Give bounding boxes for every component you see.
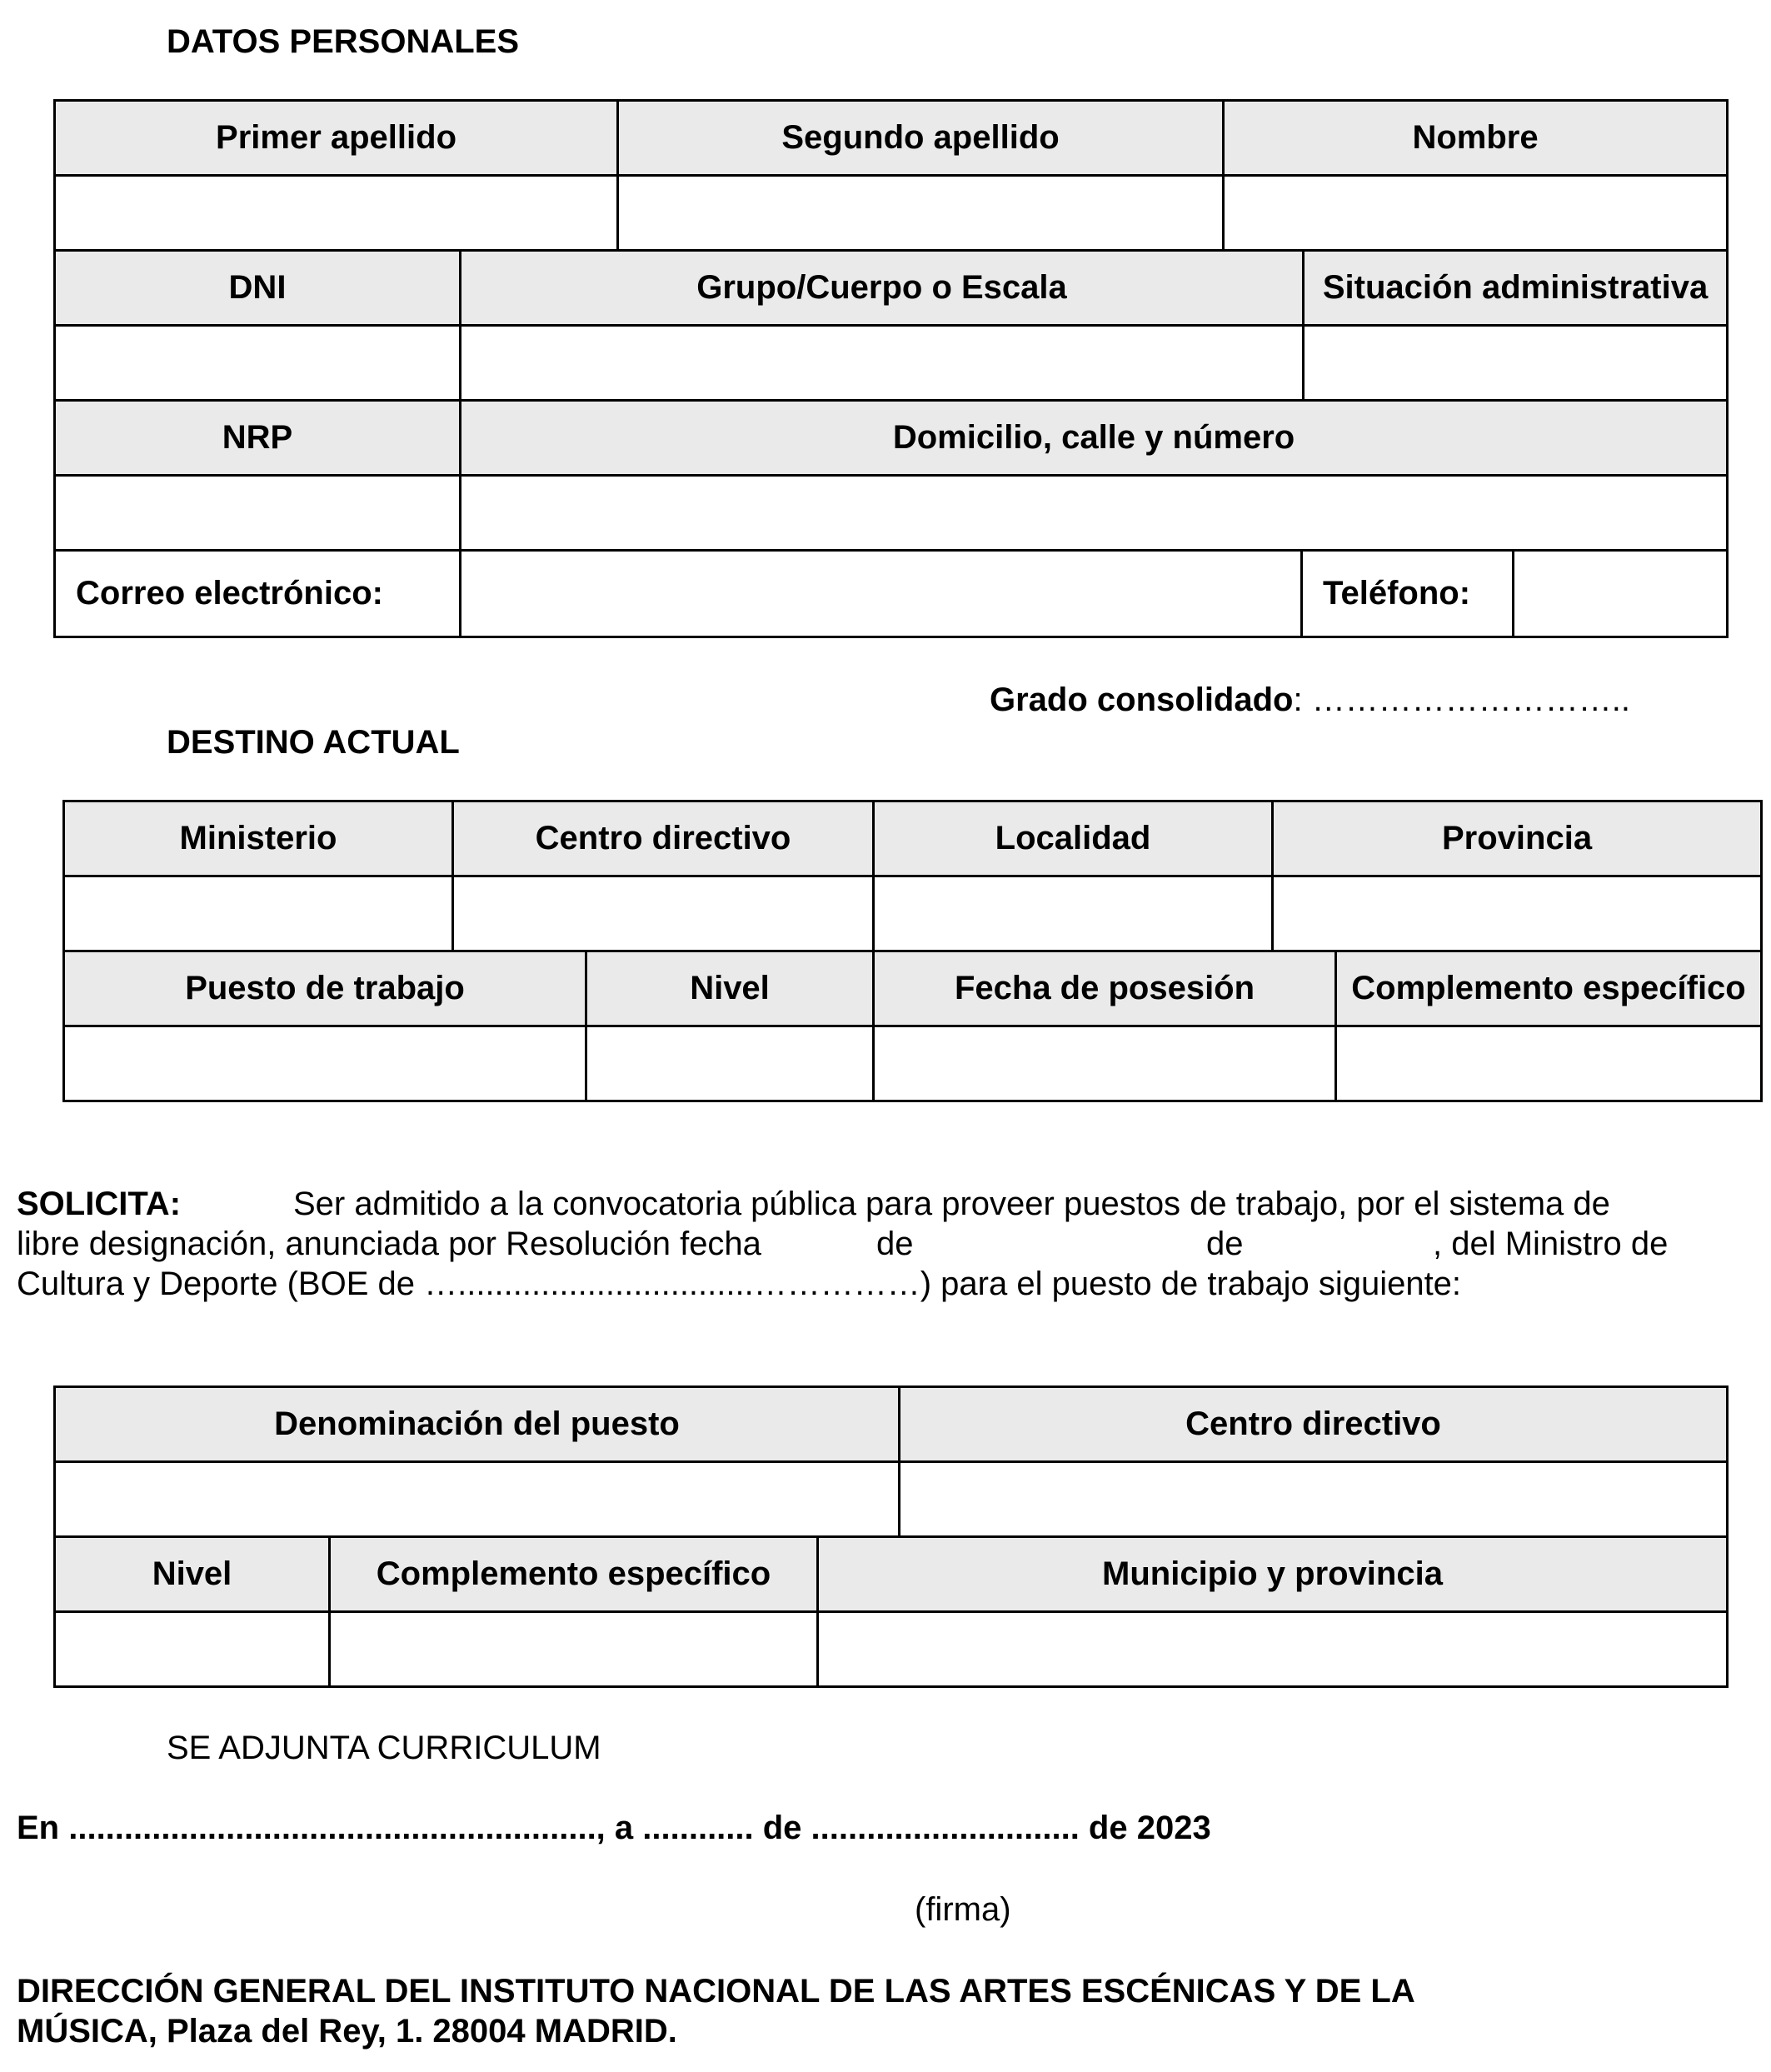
destino-actual-table (62, 800, 1763, 1102)
header-ministerio: Ministerio (64, 801, 453, 876)
solicita-text-2a: libre designación, anunciada por Resolución fecha (17, 1226, 761, 1262)
adjunta-curriculum: SE ADJUNTA CURRICULUM (167, 1730, 601, 1766)
situacion-administrativa-input[interactable] (1305, 346, 1726, 381)
solicita-text-2d: , del Ministro de (1433, 1226, 1669, 1262)
domicilio-input[interactable] (461, 496, 1726, 531)
provincia-input[interactable] (1274, 896, 1760, 931)
label-telefono: Teléfono: (1302, 551, 1514, 637)
header-nivel: Nivel (586, 951, 874, 1026)
header-fecha-de-posesion: Fecha de posesión (874, 951, 1336, 1026)
solicita-line-1 (17, 1184, 181, 1224)
correo-electronico-input[interactable] (461, 577, 1300, 612)
destinatario-line-1: DIRECCIÓN GENERAL DEL INSTITUTO NACIONAL DE LAS ARTES ESCÉNICAS Y DE LA (17, 1973, 1415, 2010)
cell-nombre (1224, 176, 1728, 251)
solicita-text-1: Ser admitido a la convocatoria pública para proveer puestos de trabajo, por el sistema de (293, 1186, 1610, 1222)
telefono-input[interactable] (1514, 577, 1726, 612)
header-localidad: Localidad (874, 801, 1273, 876)
cell-segundo-apellido (618, 176, 1224, 251)
grupo-cuerpo-escala-input[interactable] (461, 346, 1302, 381)
cell-domicilio (461, 476, 1728, 551)
cell-grupo (461, 326, 1304, 401)
label-correo-electronico: Correo electrónico: (55, 551, 461, 637)
nrp-input[interactable] (56, 496, 459, 531)
header-provincia: Provincia (1273, 801, 1762, 876)
header-domicilio: Domicilio, calle y número (461, 401, 1728, 476)
firma-label: (firma) (915, 1891, 1011, 1928)
solicita-text-2b: de (876, 1226, 914, 1262)
header-situacion-administrativa: Situación administrativa (1304, 251, 1728, 326)
cell-puesto-de-trabajo (64, 1026, 586, 1101)
fecha-lugar-line: En ........................................................., a ............ de ............................. de 2023 (17, 1810, 1211, 1846)
municipio-y-provincia-input[interactable] (819, 1632, 1726, 1667)
cell-denominacion (55, 1462, 900, 1537)
cell-centro-directivo (453, 876, 874, 951)
solicita-text-3: Cultura y Deporte (BOE de …................................……………) para el puesto de trabajo siguiente: (17, 1266, 1462, 1302)
cell-fecha-de-posesion (874, 1026, 1336, 1101)
centro-directivo-puesto-input[interactable] (900, 1482, 1726, 1517)
cell-complemento-especifico (1336, 1026, 1762, 1101)
header-nombre: Nombre (1224, 101, 1728, 176)
cell-dni (55, 326, 461, 401)
denominacion-del-puesto-input[interactable] (56, 1482, 898, 1517)
cell-ministerio (64, 876, 453, 951)
solicita-label: SOLICITA: (17, 1186, 182, 1222)
header-denominacion-del-puesto: Denominación del puesto (55, 1387, 900, 1462)
destinatario-line-2: MÚSICA, Plaza del Rey, 1. 28004 MADRID. (17, 2013, 677, 2050)
grado-consolidado-label: Grado consolidado (990, 682, 1294, 718)
cell-nivel (586, 1026, 874, 1101)
header-complemento-especifico-puesto: Complemento específico (330, 1537, 818, 1612)
cell-localidad (874, 876, 1273, 951)
header-dni: DNI (55, 251, 461, 326)
header-municipio-y-provincia: Municipio y provincia (818, 1537, 1728, 1612)
header-primer-apellido: Primer apellido (55, 101, 618, 176)
cell-centro-directivo-puesto (900, 1462, 1728, 1537)
nombre-input[interactable] (1225, 196, 1726, 231)
dni-input[interactable] (56, 346, 459, 381)
primer-apellido-input[interactable] (56, 196, 616, 231)
fecha-de-posesion-input[interactable] (875, 1046, 1334, 1081)
solicita-text-2c: de (1206, 1226, 1244, 1262)
header-grupo-cuerpo-escala: Grupo/Cuerpo o Escala (461, 251, 1304, 326)
grado-consolidado-line (990, 680, 1630, 720)
localidad-input[interactable] (875, 896, 1271, 931)
header-complemento-especifico: Complemento específico (1336, 951, 1762, 1026)
header-centro-directivo: Centro directivo (453, 801, 874, 876)
puesto-solicitado-table (53, 1385, 1729, 1538)
complemento-especifico-input[interactable] (1337, 1046, 1760, 1081)
cell-nivel-puesto (55, 1612, 330, 1687)
puesto-solicitado-table-row2 (53, 1535, 1729, 1688)
ministerio-input[interactable] (65, 896, 451, 931)
nivel-puesto-input[interactable] (56, 1632, 328, 1667)
cell-correo (461, 551, 1302, 637)
cell-situacion (1304, 326, 1728, 401)
segundo-apellido-input[interactable] (619, 196, 1222, 231)
complemento-especifico-puesto-input[interactable] (331, 1632, 816, 1667)
header-nivel-puesto: Nivel (55, 1537, 330, 1612)
section-title-destino-actual: DESTINO ACTUAL (167, 724, 460, 761)
section-title-datos-personales: DATOS PERSONALES (167, 23, 520, 60)
cell-provincia (1273, 876, 1762, 951)
puesto-de-trabajo-input[interactable] (65, 1046, 585, 1081)
header-centro-directivo-puesto: Centro directivo (900, 1387, 1728, 1462)
cell-municipio-y-provincia (818, 1612, 1728, 1687)
datos-personales-table (53, 99, 1729, 638)
cell-nrp (55, 476, 461, 551)
grado-consolidado-dots: : ……………………….. (1293, 682, 1630, 718)
centro-directivo-input[interactable] (454, 896, 872, 931)
nivel-input[interactable] (587, 1046, 872, 1081)
header-puesto-de-trabajo: Puesto de trabajo (64, 951, 586, 1026)
header-nrp: NRP (55, 401, 461, 476)
cell-telefono (1514, 551, 1728, 637)
cell-primer-apellido (55, 176, 618, 251)
cell-complemento-especifico-puesto (330, 1612, 818, 1687)
header-segundo-apellido: Segundo apellido (618, 101, 1224, 176)
